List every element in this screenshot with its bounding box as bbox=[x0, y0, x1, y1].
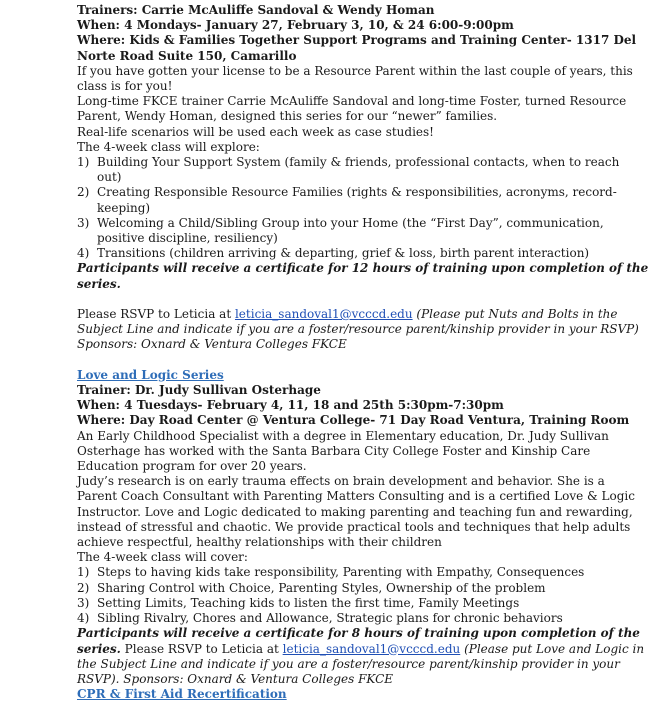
bio-paragraph: An Early Childhood Specialist with a degree in Elementary education, Dr. Judy Sullivan Osterhage has worked with the Santa Barbara City College Foster and Kinship Care Education program for over 20 years. Judy’s research is on early trauma effects on brain development and behavior. She is a Parent Coach Consultant with Parenting Matters Consulting and is a certified Love & Logic Instructor. Love and Logic dedicated to making parenting and teaching fun and rewarding, instead of stressful and chaotic. We provide practical tools and techniques that help adults achieve respectful, healthy relationships with their children bbox=[77, 428, 635, 550]
cover-line: The 4-week class will cover: bbox=[77, 550, 248, 565]
list-item-cont: out) bbox=[97, 170, 122, 185]
rsvp-line-1: series. Please RSVP to Leticia at leticia_sandoval1@vcccd.edu (Please put Love and Logic in bbox=[77, 641, 645, 656]
rsvp-email-link[interactable]: leticia_sandoval1@vcccd.edu bbox=[234, 307, 413, 322]
where-line: Where: Day Road Center @ Ventura College- 71 Day Road Ventura, Training Room bbox=[77, 413, 630, 428]
designers-line-1: Long-time FKCE trainer Carrie McAuliffe Sandoval and long-time Foster, turned Resource bbox=[77, 94, 627, 109]
when-line: When: 4 Tuesdays- February 4, 11, 18 and 25th 5:30pm-7:30pm bbox=[77, 398, 504, 413]
where-line-2: Norte Road Suite 150, Camarillo bbox=[77, 48, 297, 63]
list-item: 3) Welcoming a Child/Sibling Group into your Home (the “First Day”, communication, bbox=[77, 215, 604, 230]
intro-line-1: If you have gotten your license to be a Resource Parent within the last couple of years, this bbox=[77, 63, 633, 78]
sponsors-line: Sponsors: Oxnard & Ventura Colleges FKCE bbox=[77, 337, 347, 352]
trainer-line: Trainer: Dr. Judy Sullivan Osterhage bbox=[77, 383, 321, 398]
list-item: 1) Building Your Support System (family & friends, professional contacts, when to reach bbox=[77, 155, 620, 170]
explore-list bbox=[77, 155, 643, 261]
rsvp-email-link[interactable]: leticia_sandoval1@vcccd.edu bbox=[282, 641, 461, 656]
list-item: 3) Setting Limits, Teaching kids to listen the first time, Family Meetings bbox=[77, 595, 520, 610]
certificate-line-1: Participants will receive a certificate for 12 hours of training upon completion of the bbox=[77, 261, 648, 276]
list-item: 2) Creating Responsible Resource Families (rights & responsibilities, acronyms, record- bbox=[77, 185, 617, 200]
intro-line-2: class is for you! bbox=[77, 79, 173, 94]
list-item: 4) Transitions (children arriving & departing, grief & loss, birth parent interaction) bbox=[77, 246, 590, 261]
trainers-line: Trainers: Carrie McAuliffe Sandoval & Wendy Homan bbox=[77, 3, 435, 17]
list-item-cont: keeping) bbox=[97, 200, 151, 215]
rsvp-line-2: Subject Line and indicate if you are a foster/resource parent/kinship provider in your RSVP) bbox=[77, 322, 639, 337]
list-item-cont: positive discipline, resiliency) bbox=[97, 231, 278, 246]
when-line: When: 4 Mondays- January 27, February 3, 10, & 24 6:00-9:00pm bbox=[77, 18, 514, 33]
love-logic-heading-link[interactable]: Love and Logic Series bbox=[77, 367, 224, 382]
where-line-1: Where: Kids & Families Together Support Programs and Training Center- 1317 Del bbox=[77, 33, 637, 48]
list-item: 4) Sibling Rivalry, Chores and Allowance, Strategic plans for chronic behaviors bbox=[77, 611, 563, 626]
rsvp-line-1: Please RSVP to Leticia at leticia_sandoval1@vcccd.edu (Please put Nuts and Bolts in the bbox=[77, 307, 618, 322]
rsvp-line-2: the Subject Line and indicate if you are a foster/resource parent/kinship provider in your bbox=[77, 656, 620, 671]
list-item: 2) Sharing Control with Choice, Parenting Styles, Ownership of the problem bbox=[77, 580, 546, 595]
rsvp-line-3: RSVP). Sponsors: Oxnard & Ventura Colleges FKCE bbox=[77, 671, 394, 686]
document-page bbox=[77, 3, 648, 702]
designers-line-2: Parent, Wendy Homan, designed this series for our “newer” families. bbox=[77, 109, 498, 124]
cpr-heading-link[interactable]: CPR & First Aid Recertification bbox=[77, 687, 287, 702]
cover-list bbox=[77, 565, 643, 626]
scenarios-line: Real-life scenarios will be used each week as case studies! bbox=[77, 124, 434, 139]
certificate-line-2: series. bbox=[77, 276, 121, 291]
certificate-line-1: Participants will receive a certificate for 8 hours of training upon completion of the bbox=[77, 626, 640, 641]
explore-line: The 4-week class will explore: bbox=[77, 139, 260, 154]
list-item: 1) Steps to having kids take responsibility, Parenting with Empathy, Consequences bbox=[77, 565, 585, 580]
